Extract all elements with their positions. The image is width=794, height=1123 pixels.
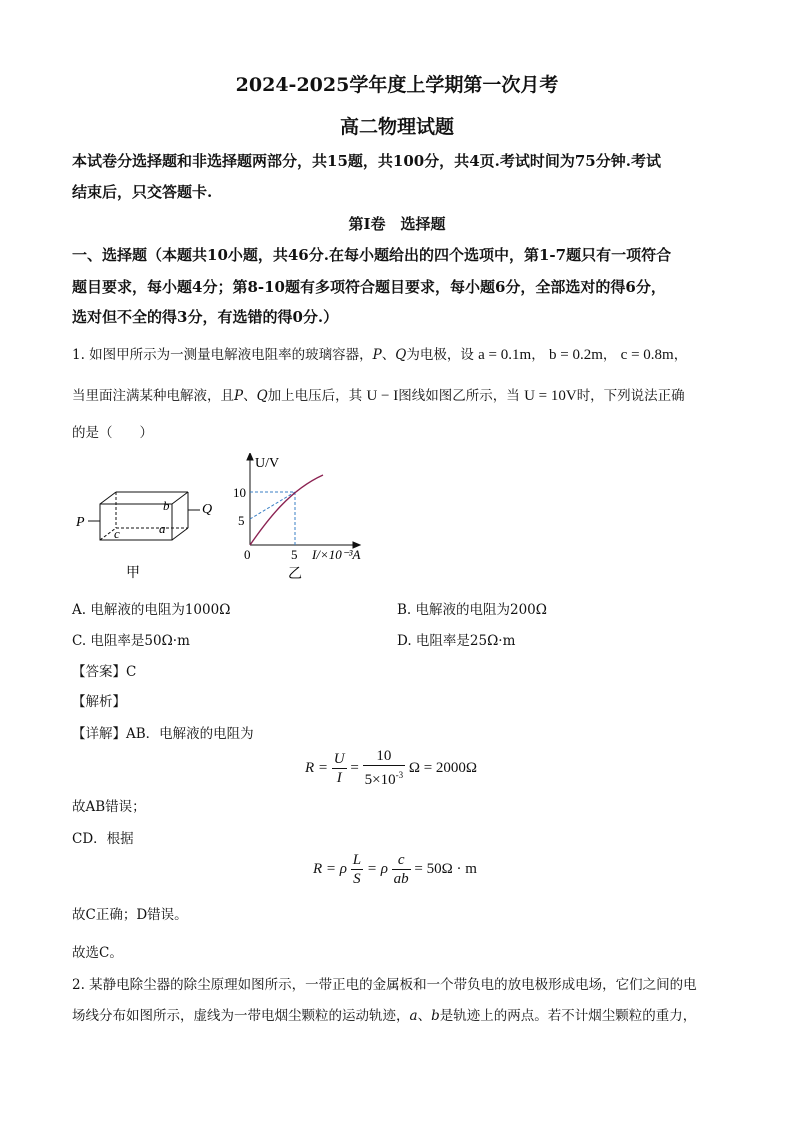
analysis-label: 【解析】	[72, 694, 126, 710]
x-axis-label: I/×10⁻³A	[312, 547, 361, 562]
label-p: P	[76, 515, 85, 530]
section-instruction-3: 选对但不全的得3分，有选错的得0分.）	[72, 308, 339, 326]
q1-line-3: 的是（ ）	[72, 425, 153, 441]
detail-line: 【详解】AB．电解液的电阻为	[72, 726, 254, 742]
label-q: Q	[202, 502, 213, 517]
cd-line: CD．根据	[72, 831, 134, 847]
tick-5: 5	[238, 513, 245, 528]
ui-curve	[250, 475, 323, 545]
q1-line-1: 1. 如图甲所示为一测量电解液电阻率的玻璃容器，P、Q为电极，设 a = 0.1m， b = 0.2m， c = 0.8m，	[72, 347, 688, 363]
figure-jia-container	[70, 488, 230, 588]
exam-title: 2024-2025学年度上学期第一次月考	[235, 74, 559, 96]
exam-subtitle: 高二物理试题	[339, 116, 454, 138]
option-a: A. 电解液的电阻为1000Ω	[72, 602, 231, 618]
option-b: B. 电解液的电阻为200Ω	[397, 602, 547, 618]
y-axis-label: U/V	[255, 456, 280, 471]
box-edge	[100, 492, 116, 504]
answer-label: 【答案】C	[72, 664, 137, 680]
option-c: C. 电阻率是50Ω·m	[72, 633, 190, 649]
tick-0: 0	[244, 547, 251, 562]
label-c: c	[114, 526, 120, 541]
conclusion-ab: 故AB错误；	[72, 799, 146, 815]
q1-line-2: 当里面注满某种电解液，且P、Q加上电压后，其 U − I图线如图乙所示，当 U = 10V时，下列说法正确	[72, 388, 685, 404]
figure-yi-graph	[228, 453, 378, 585]
label-a: a	[159, 521, 166, 536]
conclusion-cd: 故C正确；D错误。	[72, 907, 188, 923]
y-axis-arrow	[247, 453, 253, 460]
tick-x5: 5	[291, 547, 298, 562]
box-edge	[172, 528, 188, 540]
box-edge	[172, 492, 188, 504]
equation-resistance: R = $\frac{U}{I}$ = $\frac{10}{5\times 10^{-3}}$ Ω = 2000Ω	[305, 748, 478, 788]
equation-resistivity: R = ρ $\frac{L}{S}$ = ρ $\frac{c}{ab}$ = 50Ω · m	[313, 852, 477, 887]
q2-line-2: 场线分布如图所示，虚线为一带电烟尘颗粒的运动轨迹，a、b是轨迹上的两点。若不计烟尘颗粒的重力，	[72, 1008, 697, 1024]
section-instruction-1: 一、选择题（本题共10小题，共46分.在每小题给出的四个选项中，第1-7题只有一项符合	[72, 246, 672, 264]
section-instruction-2: 题目要求，每小题4分；第8-10题有多项符合题目要求，每小题6分，全部选对的得6分，	[72, 278, 666, 296]
caption-jia: 甲	[126, 566, 140, 581]
choose-line: 故选C。	[72, 945, 123, 961]
intro-line-1: 本试卷分选择题和非选择题两部分，共15题，共100分，共4页.考试时间为75分钟.考试	[72, 152, 661, 170]
label-b: b	[163, 498, 170, 513]
intro-line-2: 结束后，只交答题卡.	[72, 183, 213, 201]
section-heading: 第Ⅰ卷 选择题	[348, 215, 446, 233]
option-d: D. 电阻率是25Ω·m	[397, 633, 516, 649]
tick-10: 10	[233, 485, 246, 500]
caption-yi: 乙	[288, 567, 302, 582]
q2-line-1: 2. 某静电除尘器的除尘原理如图所示，一带正电的金属板和一个带负电的放电极形成电场，它们之间的电	[72, 977, 697, 993]
